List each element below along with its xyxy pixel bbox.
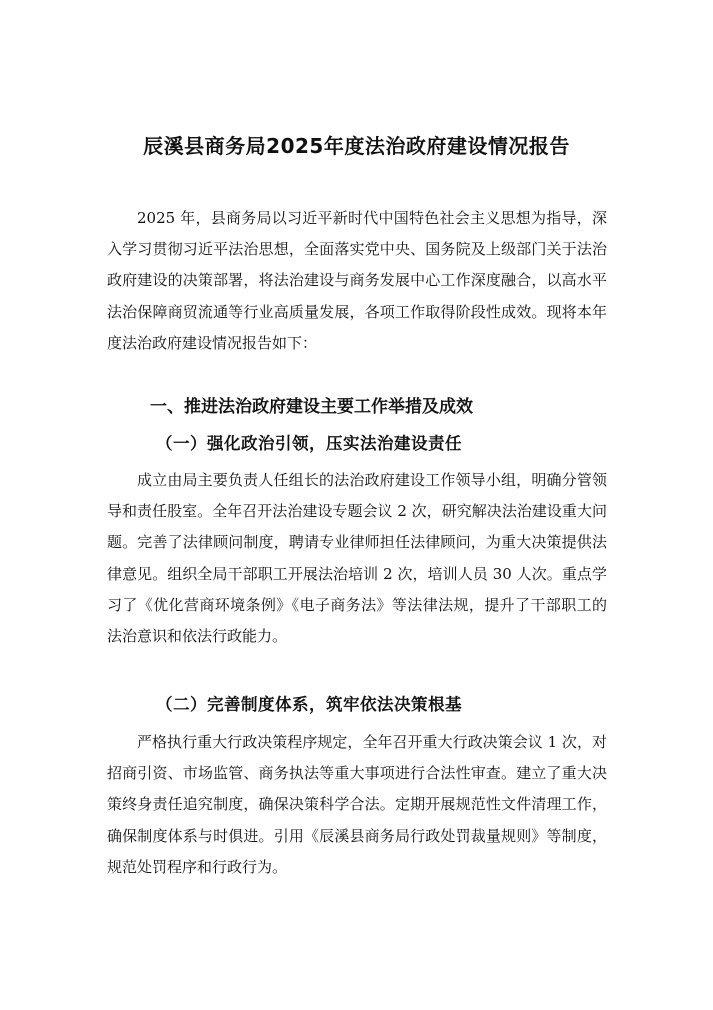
document-title: 辰溪县商务局2025年度法治政府建设情况报告	[143, 134, 570, 158]
subsection-body-1: 成立由局主要负责人任组长的法治政府建设工作领导小组，明确分管领导和责任股室。全年召开法治建设专题会议 2 次，研究解决法治建设重大问题。完善了法律顾问制度，聘请专业律师担任法律顾问，为重大决策提供法律意见。组织全局干部职工开展法治培训 2 次，培训人员 30 人次。重点学习了《优化营商环境条例》《电子商务法》等法律法规，提升了干部职工的法治意识和依法行政能力。	[107, 471, 607, 646]
subsection-heading-2: （二）完善制度体系，筑牢依法决策根基	[156, 695, 462, 714]
subsection-body-2: 严格执行重大行政决策程序规定，全年召开重大行政决策会议 1 次，对招商引资、市场监管、商务执法等重大事项进行合法性审查。建立了重大决策终身责任追究制度，确保决策科学合法。定期开展规范性文件清理工作，确保制度体系与时俱进。引用《辰溪县商务局行政处罚裁量规则》等制度，规范处罚程序和行政行为。	[107, 733, 607, 876]
subsection-heading-1: （一）强化政治引领，压实法治建设责任	[156, 434, 462, 453]
intro-paragraph: 2025 年，县商务局以习近平新时代中国特色社会主义思想为指导，深入学习贯彻习近平法治思想，全面落实党中央、国务院及上级部门关于法治政府建设的决策部署，将法治建设与商务发展中心工作深度融合，以高水平法治保障商贸流通等行业高质量发展，各项工作取得阶段性成效。现将本年度法治政府建设情况报告如下：	[107, 209, 607, 352]
section-heading-1: 一、推进法治政府建设主要工作举措及成效	[150, 397, 473, 417]
